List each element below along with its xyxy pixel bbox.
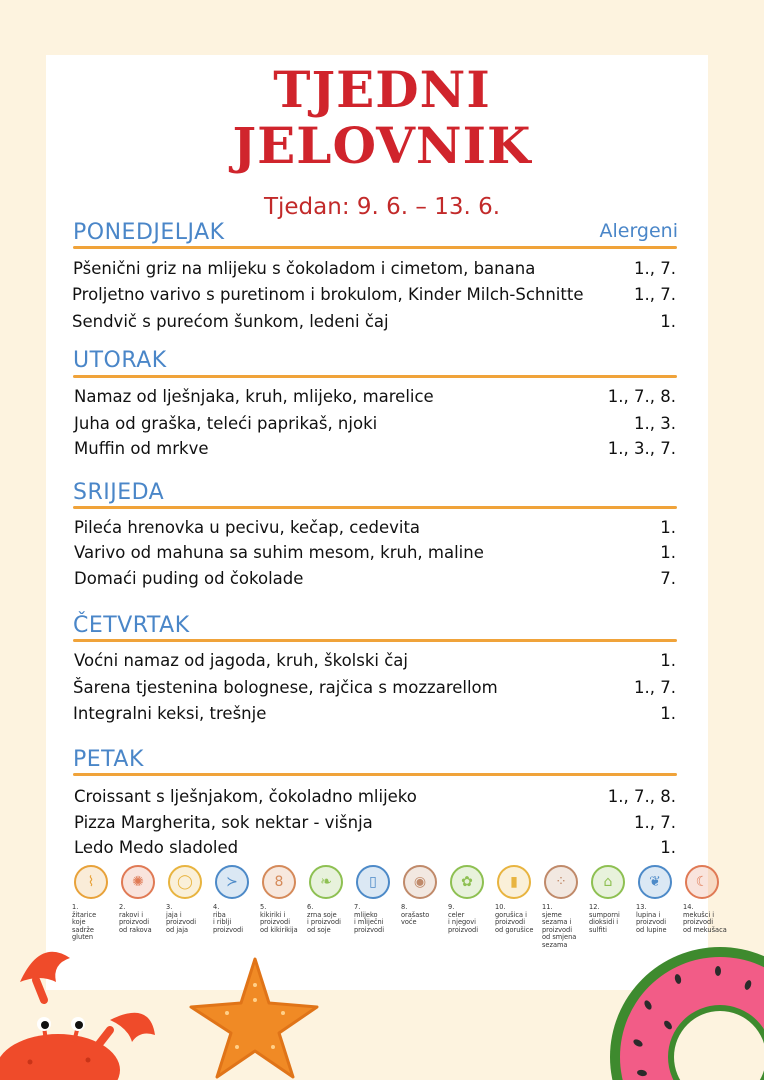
- meal-item: Šarena tjestenina bolognese, rajčica s mozzarellom: [73, 678, 498, 697]
- meal-item: Namaz od lješnjaka, kruh, mlijeko, marelice: [74, 387, 434, 406]
- allergen-legend-text: 4. riba i riblji proizvodi: [213, 903, 244, 934]
- allergen-legend-text: 12. sumporni dioksidi i sulfiti: [589, 903, 620, 934]
- allergen-legend-text: 9. celer i njegovi proizvodi: [448, 903, 479, 934]
- meal-item: Pizza Margherita, sok nektar - višnja: [74, 813, 373, 832]
- watermelon-ring-decoration-icon: [608, 945, 764, 1080]
- title-line-2: JELOVNIK: [232, 116, 532, 175]
- meal-item: Pšenični griz na mlijeku s čokoladom i cimetom, banana: [73, 259, 536, 278]
- allergen-legend-text: 6. zrna soje i proizvodi od soje: [307, 903, 341, 934]
- allergens-header: Alergeni: [599, 220, 678, 242]
- allergen-legend-item: [683, 865, 727, 934]
- meal-allergens: 1.: [660, 312, 676, 331]
- meal-allergens: 1.: [660, 838, 676, 857]
- bottle-icon: ⌂: [591, 865, 625, 899]
- allergen-legend-item: [636, 865, 680, 934]
- meal-item: Voćni namaz od jagoda, kruh, školski čaj: [74, 651, 409, 670]
- meal-allergens: 1.: [660, 651, 676, 670]
- allergen-legend-text: 1. žitarice koje sadrže gluten: [72, 903, 97, 942]
- allergen-legend-text: 11. sjeme sezama i proizvodi od smjena sezama: [542, 903, 577, 949]
- divider: [73, 375, 677, 378]
- allergen-legend-item: [354, 865, 398, 934]
- week-label: Tjedan: 9. 6. – 13. 6.: [263, 194, 501, 220]
- crab-decoration-icon: [0, 930, 170, 1080]
- meal-item: Domaći puding od čokolade: [74, 569, 304, 588]
- day-heading-thursday: ČETVRTAK: [73, 613, 190, 638]
- allergen-legend-text: 3. jaja i proizvodi od jaja: [166, 903, 197, 934]
- meal-allergens: 1.: [660, 518, 676, 537]
- allergen-legend-text: 5. kikiriki i proizvodi od kikirikija: [260, 903, 298, 934]
- meal-allergens: 1., 7.: [634, 813, 676, 832]
- allergen-legend-text: 2. rakovi i proizvodi od rakova: [119, 903, 152, 934]
- allergen-legend-text: 7. mlijeko i mliječni proizvodi: [354, 903, 385, 934]
- meal-item: Integralni keksi, trešnje: [73, 704, 267, 723]
- starfish-decoration-icon: [183, 955, 323, 1080]
- meal-item: Ledo Medo sladoled: [74, 838, 239, 857]
- sesame-icon: ⁘: [544, 865, 578, 899]
- meal-allergens: 7.: [660, 569, 676, 588]
- divider: [73, 639, 677, 642]
- allergen-legend-item: [166, 865, 210, 934]
- meal-allergens: 1., 7., 8.: [607, 787, 676, 806]
- meal-allergens: 1.: [660, 704, 676, 723]
- fish-icon: ≻: [215, 865, 249, 899]
- soy-icon: ❧: [309, 865, 343, 899]
- meal-item: Juha od graška, teleći paprikaš, njoki: [74, 414, 378, 433]
- meal-item: Varivo od mahuna sa suhim mesom, kruh, maline: [74, 543, 484, 562]
- allergen-legend-item: [448, 865, 492, 934]
- meal-item: Proljetno varivo s puretinom i brokulom, Kinder Milch-Schnitte: [72, 285, 584, 304]
- shell-icon: ☾: [685, 865, 719, 899]
- day-heading-wednesday: SRIJEDA: [73, 480, 165, 505]
- celery-icon: ✿: [450, 865, 484, 899]
- allergen-legend-text: 8. orašasto voće: [401, 903, 430, 927]
- peanut-icon: 8: [262, 865, 296, 899]
- mustard-icon: ▮: [497, 865, 531, 899]
- allergen-legend-item: [589, 865, 633, 934]
- allergen-legend-item: [260, 865, 304, 934]
- divider: [73, 773, 677, 776]
- allergen-legend-item: [307, 865, 351, 934]
- meal-allergens: 1.: [660, 543, 676, 562]
- meal-item: Croissant s lješnjakom, čokoladno mlijeko: [74, 787, 417, 806]
- wheat-icon: ⌇: [74, 865, 108, 899]
- allergen-legend-text: 13. lupina i proizvodi od lupine: [636, 903, 667, 934]
- meal-item: Pileća hrenovka u pecivu, kečap, cedevita: [74, 518, 421, 537]
- meal-item: Muffin od mrkve: [74, 439, 209, 458]
- allergen-legend-text: 10. gorušica i proizvodi od gorušice: [495, 903, 534, 934]
- nut-icon: ◉: [403, 865, 437, 899]
- meal-allergens: 1., 7.: [634, 259, 676, 278]
- allergen-legend-item: [401, 865, 445, 927]
- meal-allergens: 1., 7., 8.: [607, 387, 676, 406]
- meal-allergens: 1., 7.: [634, 285, 676, 304]
- lupin-icon: ❦: [638, 865, 672, 899]
- day-heading-tuesday: UTORAK: [73, 348, 167, 373]
- milk-icon: ▯: [356, 865, 390, 899]
- meal-allergens: 1., 3., 7.: [607, 439, 676, 458]
- allergen-legend-item: [213, 865, 257, 934]
- allergen-legend-item: [542, 865, 586, 950]
- allergen-legend-item: [495, 865, 539, 934]
- allergen-legend-item: [119, 865, 163, 934]
- egg-icon: ◯: [168, 865, 202, 899]
- meal-allergens: 1., 3.: [634, 414, 676, 433]
- allergen-legend-text: 14. mekušci i proizvodi od mekušaca: [683, 903, 727, 934]
- meal-item: Sendvič s purećom šunkom, ledeni čaj: [72, 312, 389, 331]
- day-heading-monday: PONEDJELJAK: [73, 220, 225, 245]
- title-line-1: TJEDNI: [273, 60, 491, 119]
- divider: [73, 506, 677, 509]
- crab-icon: ✺: [121, 865, 155, 899]
- day-heading-friday: PETAK: [73, 747, 144, 772]
- meal-allergens: 1., 7.: [634, 678, 676, 697]
- divider: [73, 246, 677, 249]
